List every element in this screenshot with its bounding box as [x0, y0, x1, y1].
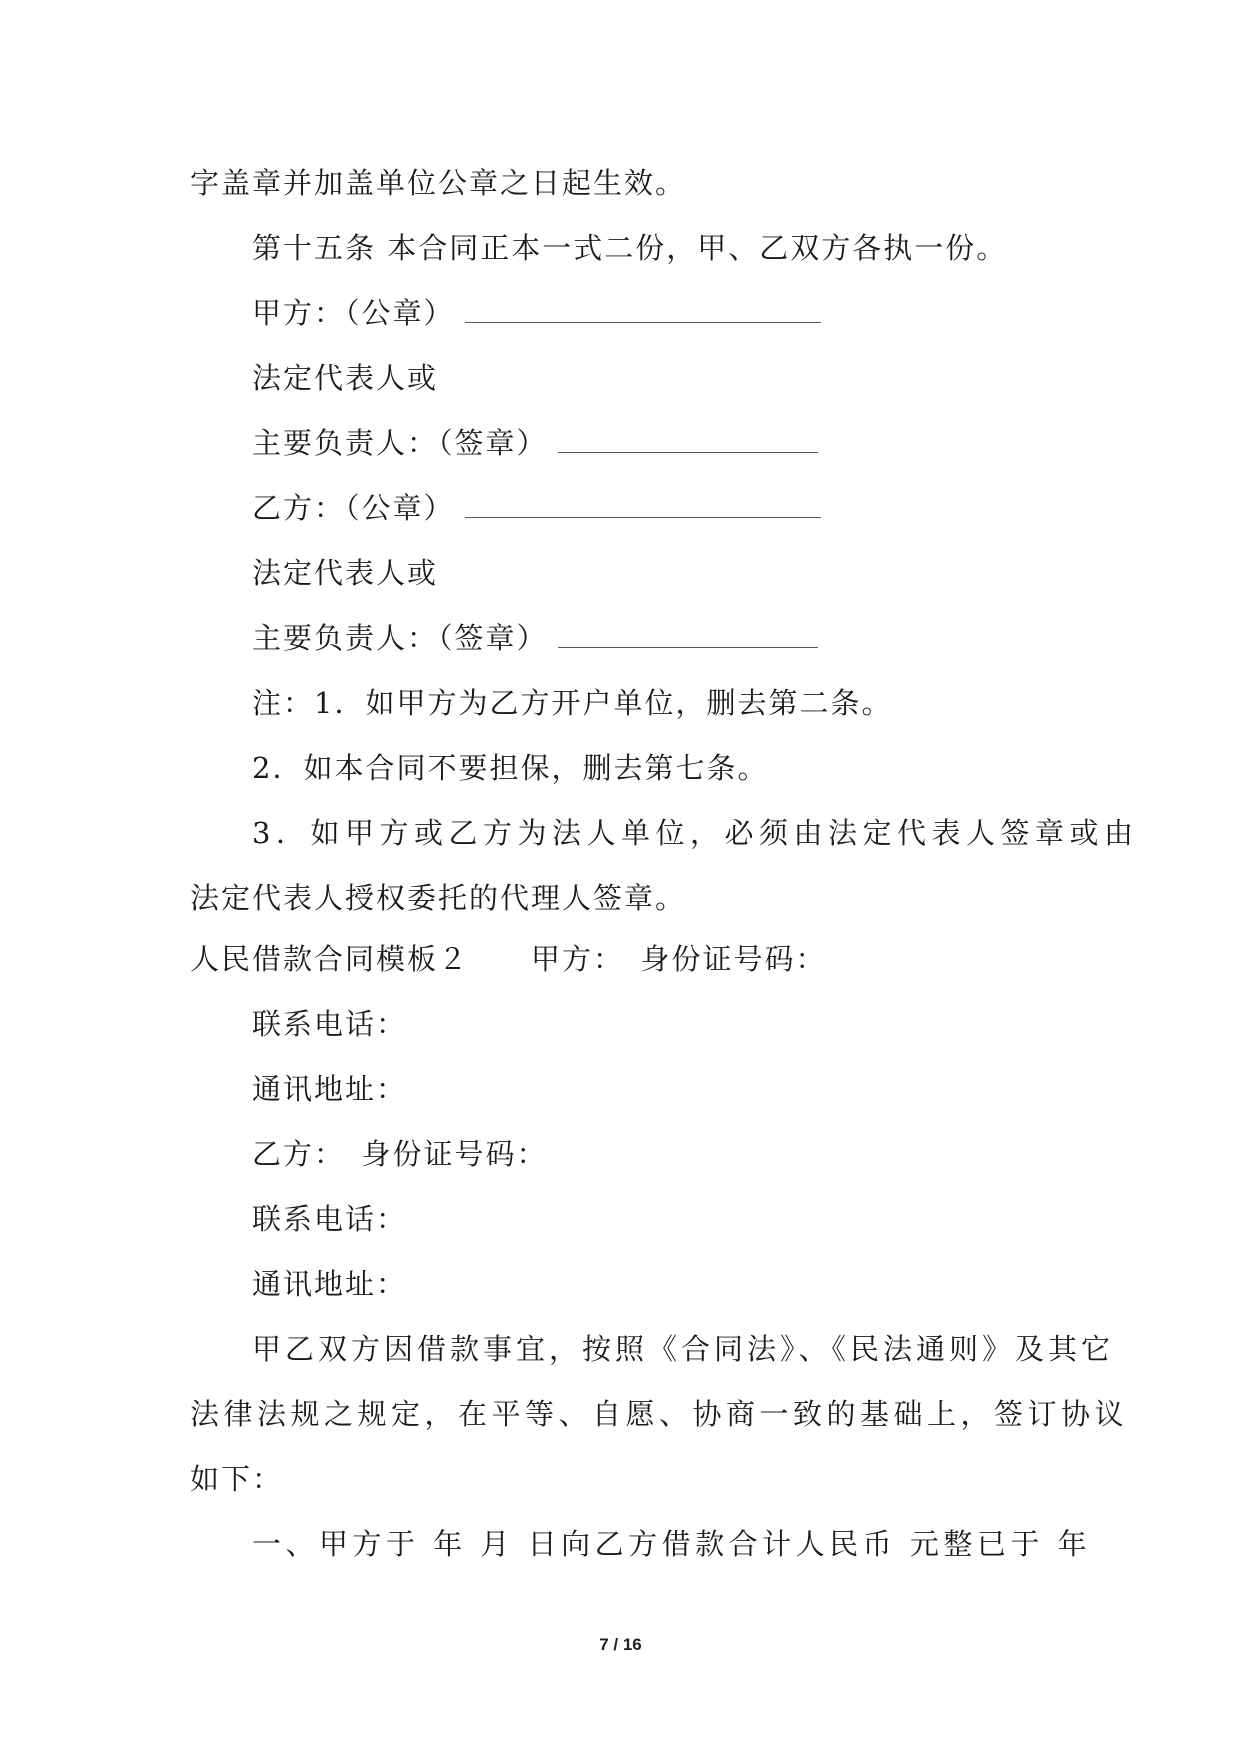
signature-blank: [465, 298, 821, 323]
party-b-rep-label: 主要负责人：（签章）: [252, 621, 548, 655]
signature-line-party-b-rep: [252, 618, 818, 658]
paragraph-line: 法律法规之规定，在平等、自愿、协商一致的基础上，签订协议: [190, 1397, 1129, 1431]
text-line: 法定代表人或: [252, 361, 439, 395]
field-label: 乙方： 身份证号码：: [252, 1137, 548, 1171]
text-line: 法定代表人授权委托的代理人签章。: [190, 881, 687, 915]
party-a-rep-label: 主要负责人：（签章）: [252, 426, 548, 460]
signature-blank: [558, 428, 818, 453]
signature-line-party-a: [252, 293, 821, 333]
text-line: 第十五条 本合同正本一式二份，甲、乙双方各执一份。: [252, 231, 1008, 265]
signature-blank: [558, 623, 818, 648]
note-line: [252, 813, 1139, 853]
field-label: 联系电话：: [252, 1202, 408, 1236]
text-line: 字盖章并加盖单位公章之日起生效。: [190, 166, 687, 200]
signature-line-party-b: [252, 488, 821, 528]
field-label: 通讯地址：: [252, 1072, 408, 1106]
text-line: 法定代表人或: [252, 556, 439, 590]
page-number: 7 / 16: [599, 1635, 642, 1654]
note-text: 3．如甲方或乙方为法人单位，必须由法定代表人签章或由: [252, 816, 1139, 850]
signature-blank: [465, 493, 821, 518]
signature-line-party-a-rep: [252, 423, 818, 463]
note-line: 注：1．如甲方为乙方开户单位，删去第二条。: [252, 686, 893, 720]
note-line: 2．如本合同不要担保，删去第七条。: [252, 751, 769, 785]
section-heading: 人民借款合同模板２ 甲方： 身份证号码：: [190, 942, 827, 976]
paragraph-line: 一、甲方于 年 月 日向乙方借款合计人民币 元整已于 年: [252, 1527, 1092, 1561]
party-a-seal-label: 甲方：（公章）: [252, 296, 455, 330]
paragraph-line: 如下：: [190, 1462, 284, 1496]
paragraph-line: 甲乙双方因借款事宜，按照《合同法》、《民法通则》及其它: [252, 1332, 1115, 1366]
party-b-seal-label: 乙方：（公章）: [252, 491, 455, 525]
field-label: 联系电话：: [252, 1007, 408, 1041]
field-label: 通讯地址：: [252, 1267, 408, 1301]
